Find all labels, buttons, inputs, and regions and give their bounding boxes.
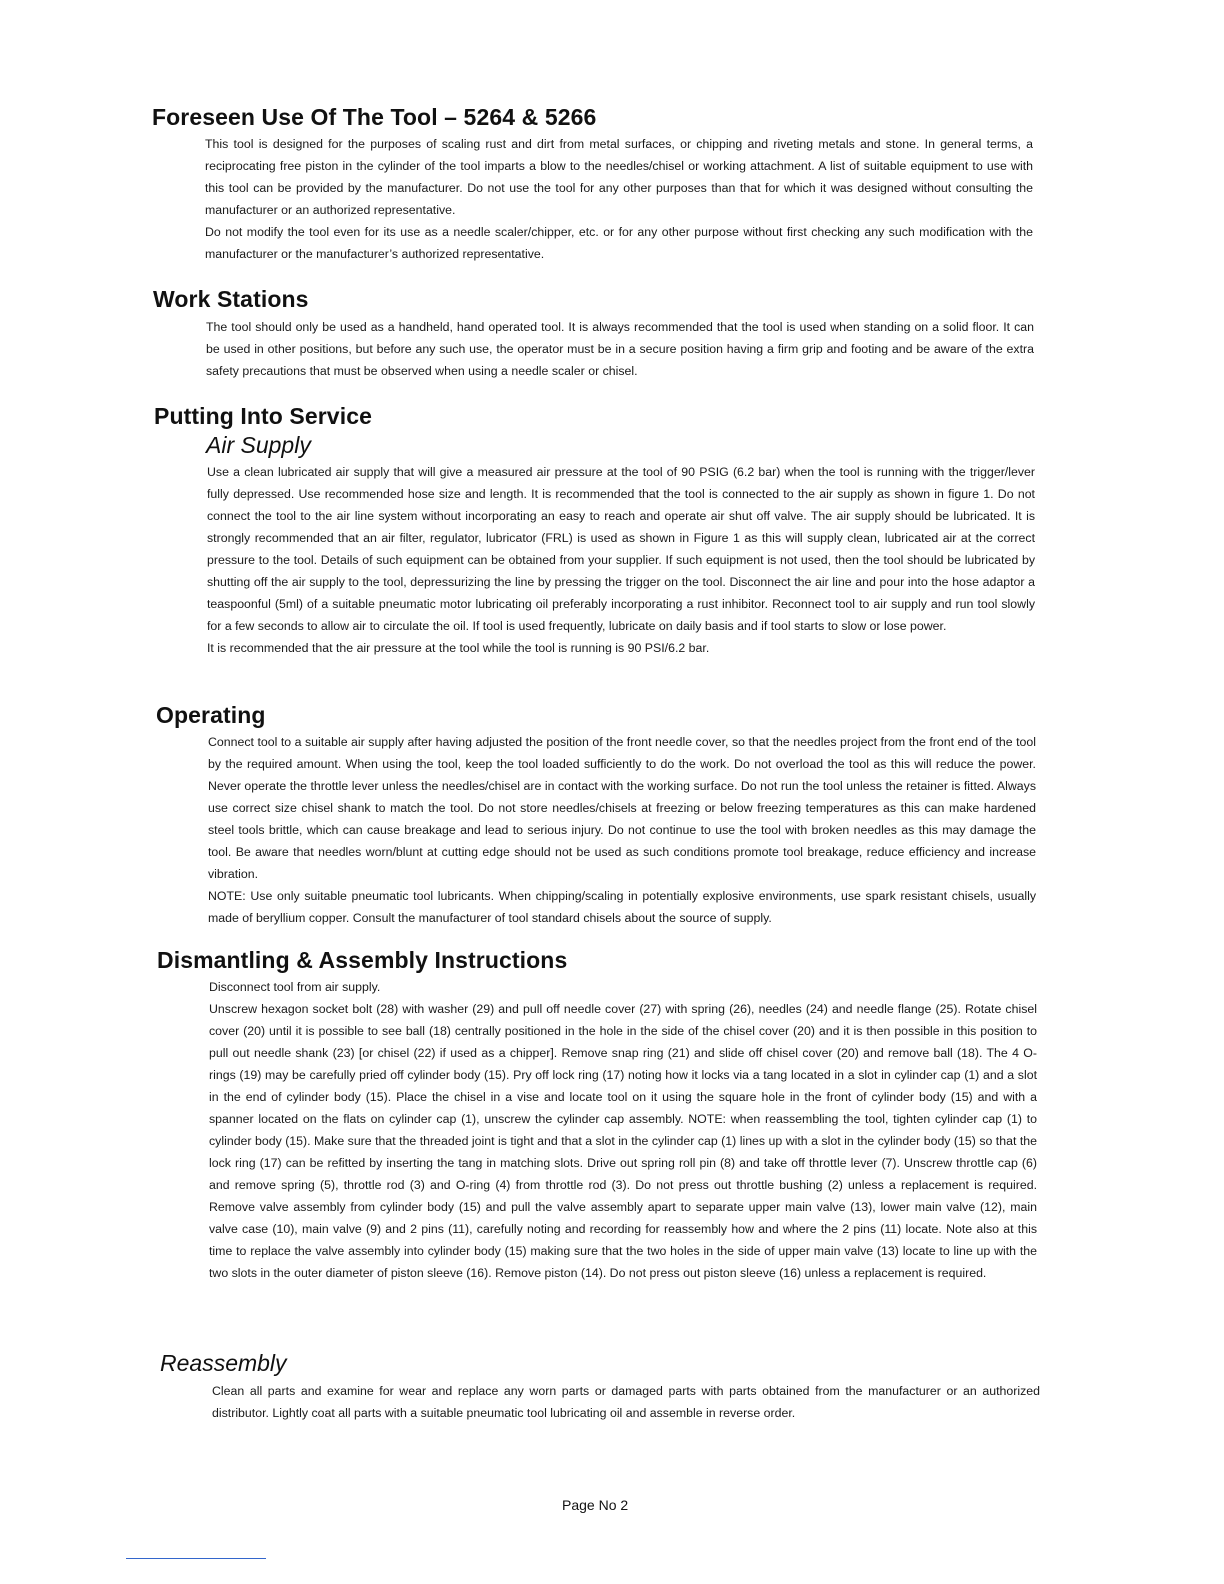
footnote-divider [126, 1558, 266, 1559]
paragraph: Use a clean lubricated air supply that will give a measured air pressure at the tool of 90 PSIG (6.2 bar) when the tool is running with the trigger/lever fully depressed. Use recommended hose size and length. It is recommended that the tool is connected to the air supply as shown in figure 1. Do not connect the tool to the air line system without incorporating an easy to reach and operate air shut off valve. The air supply should be lubricated. It is strongly recommended that an air filter, regulator, lubricator (FRL) is used as shown in Figure 1 as this will supply clean, lubricated air at the correct pressure to the tool. Details of such equipment can be obtained from your supplier. If such equipment is not used, then the tool should be lubricated by shutting off the air supply to the tool, depressurizing the line by pressing the trigger on the tool. Disconnect the air line and pour into the hose adaptor a teaspoonful (5ml) of a suitable pneumatic motor lubricating oil preferably incorporating a rust inhibitor. Reconnect tool to air supply and run tool slowly for a few seconds to allow air to circulate the oil. If tool is used frequently, lubricate on daily basis and if tool starts to slow or lose power. [207, 465, 1035, 633]
subheading-air-supply: Air Supply [206, 432, 311, 458]
paragraph: Unscrew hexagon socket bolt (28) with washer (29) and pull off needle cover (27) with spring (26), needles (24) and needle flange (25). Rotate chisel cover (20) until it is possible to see ball (18) centrally positioned in the hole in the side of the chisel cover (20) and it is then possible in this position to pull out needle shank (23) [or chisel (22) if used as a chipper]. Remove snap ring (21) and slide off chisel cover (20) and remove ball (18). The 4 O-rings (19) may be carefully pried off cylinder body (15). Pry off lock ring (17) noting how it locks via a tang located in a slot in cylinder cap (1) and a slot in the end of cylinder body (15). Place the chisel in a vise and locate tool on it using the square hole in the front of cylinder body (15) and with a spanner located on the flats on cylinder cap (1), unscrew the cylinder cap assembly. NOTE: when reassembling the tool, tighten cylinder cap (1) to cylinder body (15). Make sure that the threaded joint is tight and that a slot in the cylinder cap (1) lines up with a slot in the cylinder body (15) so that the lock ring (17) can be refitted by inserting the tang in matching slots. Drive out spring roll pin (8) and take off throttle lever (7). Unscrew throttle cap (6) and remove spring (5), throttle rod (3) and O-ring (4) from throttle rod (3). Do not press out throttle bushing (2) unless a replacement is required. Remove valve assembly from cylinder body (15) and pull the valve assembly apart to separate upper main valve (13), lower main valve (12), main valve case (10), main valve (9) and 2 pins (11), carefully noting and recording for reassembly how and where the 2 pins (11) locate. Note also at this time to replace the valve assembly into cylinder body (15) making sure that the two holes in the side of upper main valve (13) locate to line up with the two slots in the outer diameter of piston sleeve (16). Remove piston (14). Do not press out piston sleeve (16) unless a replacement is required. [209, 1002, 1037, 1280]
heading-putting-into-service: Putting Into Service [154, 403, 372, 429]
page-number: Page No 2 [562, 1497, 629, 1513]
heading-work-stations: Work Stations [153, 286, 309, 312]
heading-operating: Operating [156, 702, 266, 728]
subheading-reassembly: Reassembly [160, 1350, 287, 1376]
paragraph: It is recommended that the air pressure at the tool while the tool is running is 90 PSI/6.2 bar. [207, 641, 710, 655]
heading-dismantling-assembly: Dismantling & Assembly Instructions [157, 947, 568, 973]
paragraph: Disconnect tool from air supply. [209, 980, 381, 994]
section-air-supply-body [207, 461, 1035, 659]
section-work-stations-body [206, 316, 1034, 382]
paragraph: Clean all parts and examine for wear and replace any worn parts or damaged parts with parts obtained from the manufacturer or an authorized distributor. Lightly coat all parts with a suitable pneumatic tool lubricating oil and assemble in reverse order. [212, 1384, 1040, 1420]
paragraph: This tool is designed for the purposes of scaling rust and dirt from metal surfaces, or chipping and riveting metals and stone. In general terms, a reciprocating free piston in the cylinder of the tool imparts a blow to the needles/chisel or working attachment. A list of suitable equipment to use with this tool can be provided by the manufacturer. Do not use the tool for any other purposes than that for which it was designed without consulting the manufacturer or an authorized representative. [205, 137, 1033, 217]
paragraph: NOTE: Use only suitable pneumatic tool lubricants. When chipping/scaling in potentially explosive environments, use spark resistant chisels, usually made of beryllium copper. Consult the manufacturer of tool standard chisels about the source of supply. [208, 889, 1036, 925]
paragraph: Connect tool to a suitable air supply after having adjusted the position of the front needle cover, so that the needles project from the front end of the tool by the required amount. When using the tool, keep the tool loaded sufficiently to do the work. Do not overload the tool as this will reduce the power. Never operate the throttle lever unless the needles/chisel are in contact with the working surface. Do not run the tool unless the retainer is fitted. Always use correct size chisel shank to match the tool. Do not store needles/chisels at freezing or below freezing temperatures as this can make hardened steel tools brittle, which can cause breakage and lead to serious injury. Do not continue to use the tool with broken needles as this may damage the tool. Be aware that needles worn/blunt at cutting edge should not be used as such conditions promote tool breakage, reduce efficiency and increase vibration. [208, 735, 1036, 881]
section-foreseen-use-body [205, 133, 1033, 265]
section-reassembly-body [212, 1380, 1040, 1424]
paragraph: Do not modify the tool even for its use as a needle scaler/chipper, etc. or for any other purpose without first checking any such modification with the manufacturer or the manufacturer’s authorized representative. [205, 225, 1033, 261]
heading-foreseen-use: Foreseen Use Of The Tool – 5264 & 5266 [152, 104, 597, 130]
paragraph: The tool should only be used as a handheld, hand operated tool. It is always recommended that the tool is used when standing on a solid floor. It can be used in other positions, but before any such use, the operator must be in a secure position having a firm grip and footing and be aware of the extra safety precautions that must be observed when using a needle scaler or chisel. [206, 320, 1034, 378]
section-dismantling-body [209, 976, 1037, 1284]
section-operating-body [208, 731, 1036, 929]
